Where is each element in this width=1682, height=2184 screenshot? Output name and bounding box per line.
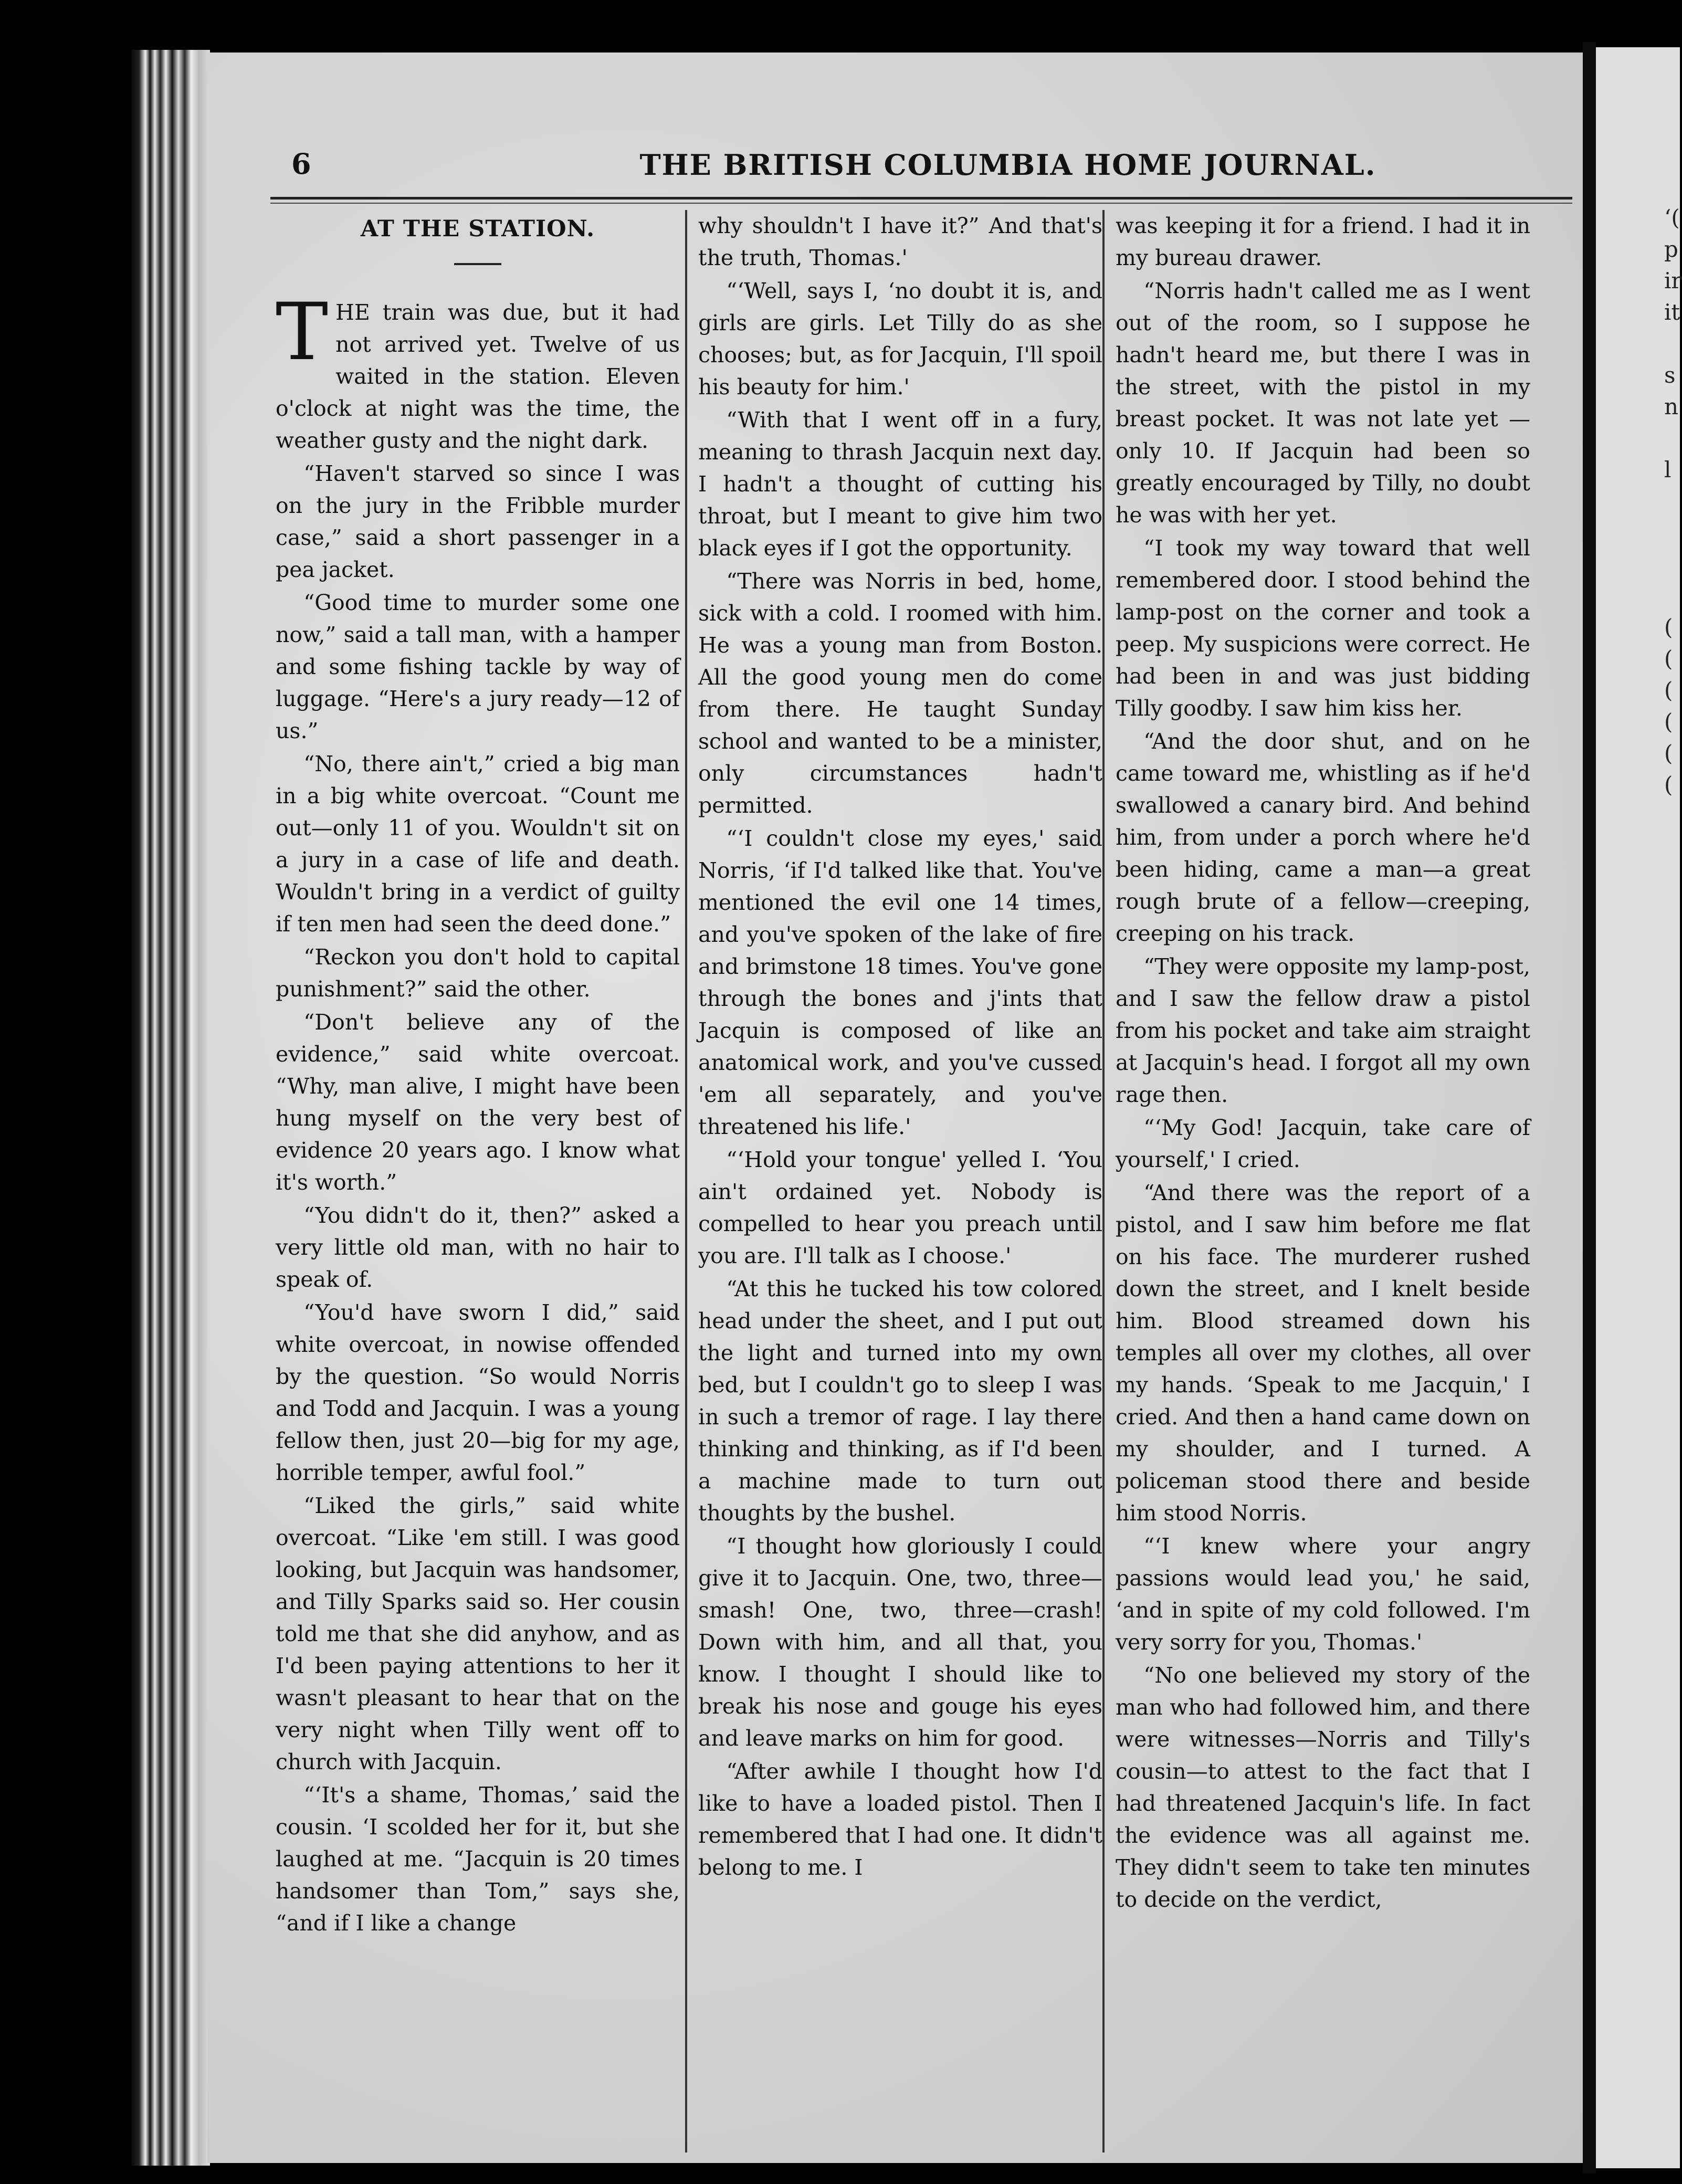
adjacent-page-fragment: ir — [1664, 268, 1682, 293]
story-title: AT THE STATION. — [360, 216, 595, 242]
adjacent-page-fragment: l — [1664, 457, 1672, 482]
paragraph: “Reckon you don't hold to capital punishment?” said the other. — [276, 944, 680, 1002]
paragraph: “At this he tucked his tow colored head under the sheet, and I put out the light and turned into my own bed, but I couldn't go to sleep I was in such a tremor of rage. I lay there thinking and thinking, as if I'd been a machine made to turn out thoughts by the bushel. — [698, 1276, 1102, 1526]
header-rule-thin — [270, 203, 1572, 204]
paragraph: was keeping it for a friend. I had it in my bureau drawer. — [1116, 213, 1530, 270]
adjacent-page-fragment: p — [1664, 236, 1678, 262]
column-divider — [685, 210, 687, 2152]
paragraph: “You didn't do it, then?” asked a very little old man, with no hair to speak of. — [276, 1203, 680, 1292]
adjacent-page-fragment: ( — [1664, 709, 1673, 734]
text-column-1 — [276, 210, 680, 1940]
adjacent-page-fragment: ( — [1664, 646, 1673, 671]
paragraph: “Norris hadn't called me as I went out of the room, so I suppose he hadn't heard me, but there I was in the street, with the pistol in my breast pocket. It was not late yet —only 10. If Jacquin had been so greatly encouraged by Tilly, no doubt he was with her yet. — [1116, 278, 1530, 528]
paragraph: “‘Well, says I, ‘no doubt it is, and girls are girls. Let Tilly do as she chooses; but, as for Jacquin, I'll spoil his beauty for him.' — [698, 278, 1102, 400]
adjacent-page-fragment: s — [1664, 362, 1676, 388]
adjacent-page-fragment: ( — [1664, 677, 1673, 703]
column-divider — [1102, 210, 1105, 2152]
paragraph: “After awhile I thought how I'd like to have a loaded pistol. Then I remembered that I had one. It didn't belong to me. I — [698, 1759, 1102, 1880]
drop-cap: T — [276, 287, 329, 378]
paragraph: why shouldn't I have it?” And that's the truth, Thomas.' — [698, 213, 1102, 270]
adjacent-page-fragment: ( — [1664, 772, 1673, 797]
paragraph — [276, 287, 680, 457]
paragraph: “They were opposite my lamp-post, and I saw the fellow draw a pistol from his pocket and take aim straight at Jacquin's head. I forgot all my own rage then. — [1116, 954, 1530, 1107]
paragraph: “‘I knew where your angry passions would lead you,' he said, ‘and in spite of my cold followed. I'm very sorry for you, Thomas.' — [1116, 1534, 1530, 1655]
masthead: THE BRITISH COLUMBIA HOME JOURNAL. — [639, 148, 1376, 182]
journal-page — [207, 52, 1583, 2163]
adjacent-page-fragment: it — [1664, 299, 1680, 325]
page-edge-shadow — [1583, 42, 1596, 2174]
paragraph: “No, there ain't,” cried a big man in a big white overcoat. “Count me out—only 11 of you. Wouldn't sit on a jury in a case of life and death. Wouldn't bring in a verdict of guilty if ten men had seen the deed done.” — [276, 751, 680, 937]
paragraph: “I took my way toward that well remembered door. I stood behind the lamp-post on the corner and took a peep. My suspicions were correct. He had been in and was just bidding Tilly goodby. I saw him kiss her. — [1116, 536, 1530, 721]
adjacent-page-fragment: ‘( — [1664, 205, 1680, 230]
text-column-3 — [1116, 210, 1530, 1917]
paragraph: “You'd have sworn I did,” said white overcoat, in nowise offended by the question. “So would Norris and Todd and Jacquin. I was a young fellow then, just 20—big for my age, horrible temper, awful fool.” — [276, 1300, 680, 1485]
paragraph-text: HE train was due, but it had not arrived yet. Twelve of us waited in the station. Eleven o'clock at night was the time, the weather gusty and the night dark. — [276, 300, 680, 453]
page-number: 6 — [291, 147, 311, 181]
paragraph: “There was Norris in bed, home, sick with a cold. I roomed with him. He was a young man from Boston. All the good young men do come from there. He taught Sunday school and wanted to be a minister, only circumstances hadn't permitted. — [698, 569, 1102, 818]
paragraph: “With that I went off in a fury, meaning to thrash Jacquin next day. I hadn't a thought of cutting his throat, but I meant to give him two black eyes if I got the opportunity. — [698, 407, 1102, 561]
paragraph: “Liked the girls,” said white overcoat. “Like 'em still. I was good looking, but Jacquin was handsomer, and Tilly Sparks said so. Her cousin told me that she did anyhow, and as I'd been paying attentions to her it wasn't pleasant to hear that on the very night when Tilly went off to church with Jacquin. — [276, 1493, 680, 1774]
text-column-2 — [698, 210, 1102, 1885]
adjacent-page-fragment: ( — [1664, 614, 1673, 640]
adjacent-page-fragment: n — [1664, 394, 1679, 419]
paragraph: “And there was the report of a pistol, and I saw him before me flat on his face. The murderer rushed down the street, and I knelt beside him. Blood streamed down his temples all over my clothes, all over my hands. ‘Speak to me Jacquin,' I cried. And then a hand came down on my shoulder, and I turned. A policeman stood there and beside him stood Norris. — [1116, 1180, 1530, 1526]
book-binding — [131, 50, 210, 2166]
adjacent-page-strip — [1596, 47, 1680, 2168]
paragraph: “‘I couldn't close my eyes,' said Norris, ‘if I'd talked like that. You've mentioned the evil one 14 times, and you've spoken of the lake of fire and brimstone 18 times. You've gone through the bones and j'ints that Jacquin is composed of like an anatomical work, and you've cussed 'em all separately, and you've threatened his life.' — [698, 826, 1102, 1139]
paragraph: “‘My God! Jacquin, take care of yourself,' I cried. — [1116, 1115, 1530, 1172]
paragraph: “Haven't starved so since I was on the jury in the Fribble murder case,” said a short passenger in a pea jacket. — [276, 461, 680, 582]
paragraph: “No one believed my story of the man who had followed him, and there were witnesses—Norris and Tilly's cousin—to attest to the fact that I had threatened Jacquin's life. In fact the evidence was all against me. They didn't seem to take ten minutes to decide on the verdict, — [1116, 1663, 1530, 1912]
title-dash — [454, 263, 501, 265]
paragraph: “Good time to murder some one now,” said a tall man, with a hamper and some fishing tackle by way of luggage. “Here's a jury ready—12 of us.” — [276, 590, 680, 743]
paragraph: “‘Hold your tongue' yelled I. ‘You ain't ordained yet. Nobody is compelled to hear you preach until you are. I'll talk as I choose.' — [698, 1147, 1102, 1268]
adjacent-page-fragment: ( — [1664, 740, 1673, 766]
header-rule — [270, 197, 1572, 200]
paragraph: “‘It's a shame, Thomas,’ said the cousin. ‘I scolded her for it, but she laughed at me. “Jacquin is 20 times handsomer than Tom,” says she, “and if I like a change — [276, 1782, 680, 1936]
paragraph: “I thought how gloriously I could give it to Jacquin. One, two, three—smash! One, two, three—crash! Down with him, and all that, you know. I thought I should like to break his nose and gouge his eyes and leave marks on him for good. — [698, 1534, 1102, 1751]
paragraph: “And the door shut, and on he came toward me, whistling as if he'd swallowed a canary bird. And behind him, from under a porch where he'd been hiding, came a man—a great rough brute of a fellow—creeping, creeping on his track. — [1116, 729, 1530, 946]
paragraph: “Don't believe any of the evidence,” said white overcoat. “Why, man alive, I might have been hung myself on the very best of evidence 20 years ago. I know what it's worth.” — [276, 1010, 680, 1195]
